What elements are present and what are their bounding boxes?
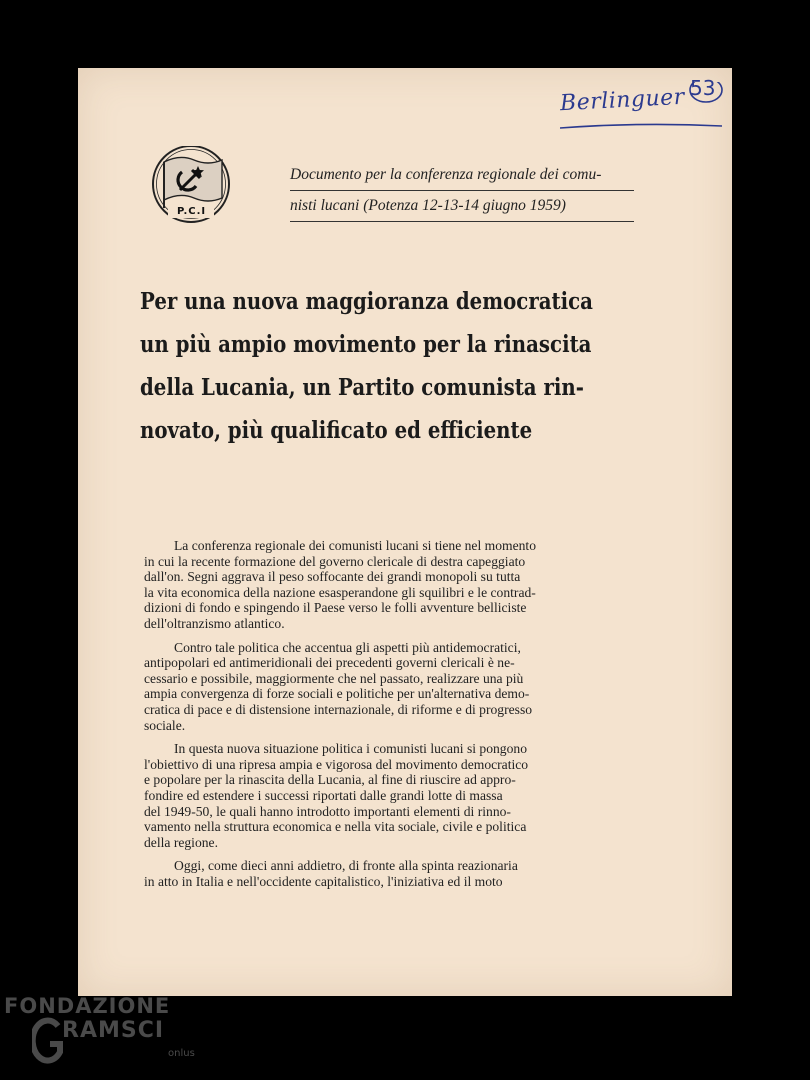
body-line: cratica di pace e di distensione internazionale, di riforme e di progresso	[144, 701, 533, 717]
body-line: dall'on. Segni aggrava il peso soffocante dei grandi monopoli su tutta	[144, 569, 521, 585]
handwritten-number: 53	[690, 76, 716, 100]
paragraph-4	[144, 858, 636, 889]
body-line: In questa nuova situazione politica i comunisti lucani si pongono	[174, 741, 527, 757]
watermark-line-2: RAMSCI	[62, 1018, 165, 1043]
body-line: l'obiettivo di una ripresa ampia e vigorosa del movimento democratico	[144, 756, 529, 772]
handwritten-annotation	[559, 76, 730, 142]
body-line: della regione.	[144, 834, 218, 850]
body-line: e popolare per la rinascita della Lucania, al fine di riuscire ad appro-	[144, 772, 516, 788]
body-line: del 1949-50, le quali hanno introdotto importanti elementi di rinno-	[144, 803, 511, 819]
fondazione-gramsci-watermark	[4, 994, 204, 1074]
body-line: dizioni di fondo e spingendo il Paese verso le folli avventure belliciste	[144, 600, 527, 616]
watermark-line-1: FONDAZIONE	[4, 994, 171, 1018]
gramsci-g-icon	[32, 1016, 64, 1070]
paragraph-3	[144, 741, 636, 850]
body-line: sociale.	[144, 717, 186, 733]
paragraph-2	[144, 640, 636, 734]
body-line: antipopolari ed antimeridionali dei precedenti governi clericali è ne-	[144, 655, 515, 671]
body-line: in cui la recente formazione del governo clericale di destra capeggiato	[144, 553, 526, 569]
body-line: La conferenza regionale dei comunisti lucani si tiene nel momento	[174, 538, 536, 553]
handwritten-name: Berlinguer	[559, 84, 686, 117]
pci-logo	[150, 146, 234, 226]
header-line-1: Documento per la conferenza regionale dei comu-	[290, 160, 634, 191]
body-line: Contro tale politica che accentua gli aspetti più antidemocratici,	[174, 639, 521, 655]
body-line: la vita economica della nazione esasperandone gli squilibri e le contrad-	[144, 584, 536, 600]
document-headline	[140, 280, 640, 452]
watermark-small: onlus	[168, 1048, 195, 1059]
document-body	[144, 538, 636, 897]
header-line-2: nisti lucani (Potenza 12-13-14 giugno 1959)	[290, 191, 634, 222]
headline-line-3: della Lucania, un Partito comunista rin-	[140, 373, 584, 401]
body-line: in atto in Italia e nell'occidente capitalistico, l'iniziativa ed il moto	[144, 873, 503, 889]
body-line: ampia convergenza di forze sociali e politiche per un'alternativa demo-	[144, 686, 530, 702]
document-header	[290, 160, 634, 222]
headline-line-4: novato, più qualificato ed efficiente	[140, 416, 533, 444]
paragraph-1	[144, 538, 636, 632]
body-line: dell'oltranzismo atlantico.	[144, 615, 285, 631]
body-line: cessario e possibile, maggiormente che nel passato, realizzare una più	[144, 670, 524, 686]
headline-line-1: Per una nuova maggioranza democratica	[140, 287, 593, 315]
logo-text: P.C.I	[177, 206, 207, 217]
body-line: vamento nella struttura economica e nella vita sociale, civile e politica	[144, 819, 527, 835]
body-line: fondire ed estendere i successi riportati dalle grandi lotte di massa	[144, 787, 503, 803]
body-line: Oggi, come dieci anni addietro, di fronte alla spinta reazionaria	[174, 858, 518, 874]
headline-line-2: un più ampio movimento per la rinascita	[140, 330, 592, 358]
